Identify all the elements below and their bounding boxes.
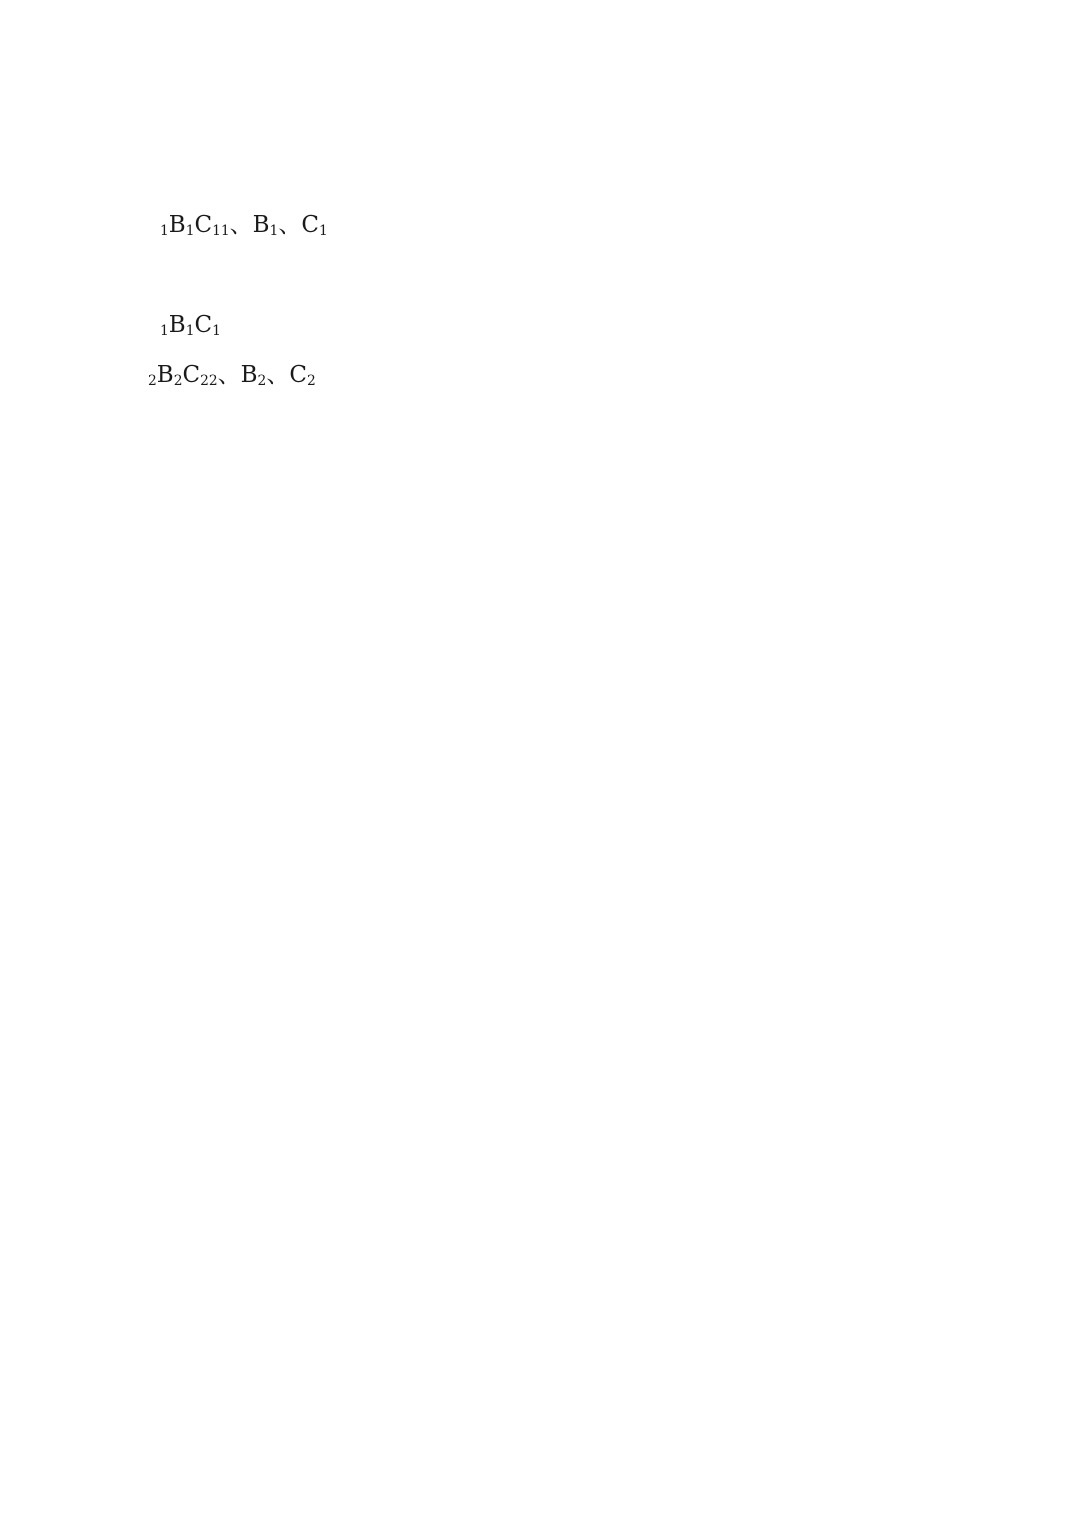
sub-question-2: $_1B_1C_1$: [160, 312, 221, 339]
sub-question-2-cont: $_2B_2C_{22}$、$B_2$、$C_2$: [148, 362, 316, 389]
sub-question-1: $_1B_1C_{11}$、$B_1$、$C_1$: [160, 212, 328, 239]
